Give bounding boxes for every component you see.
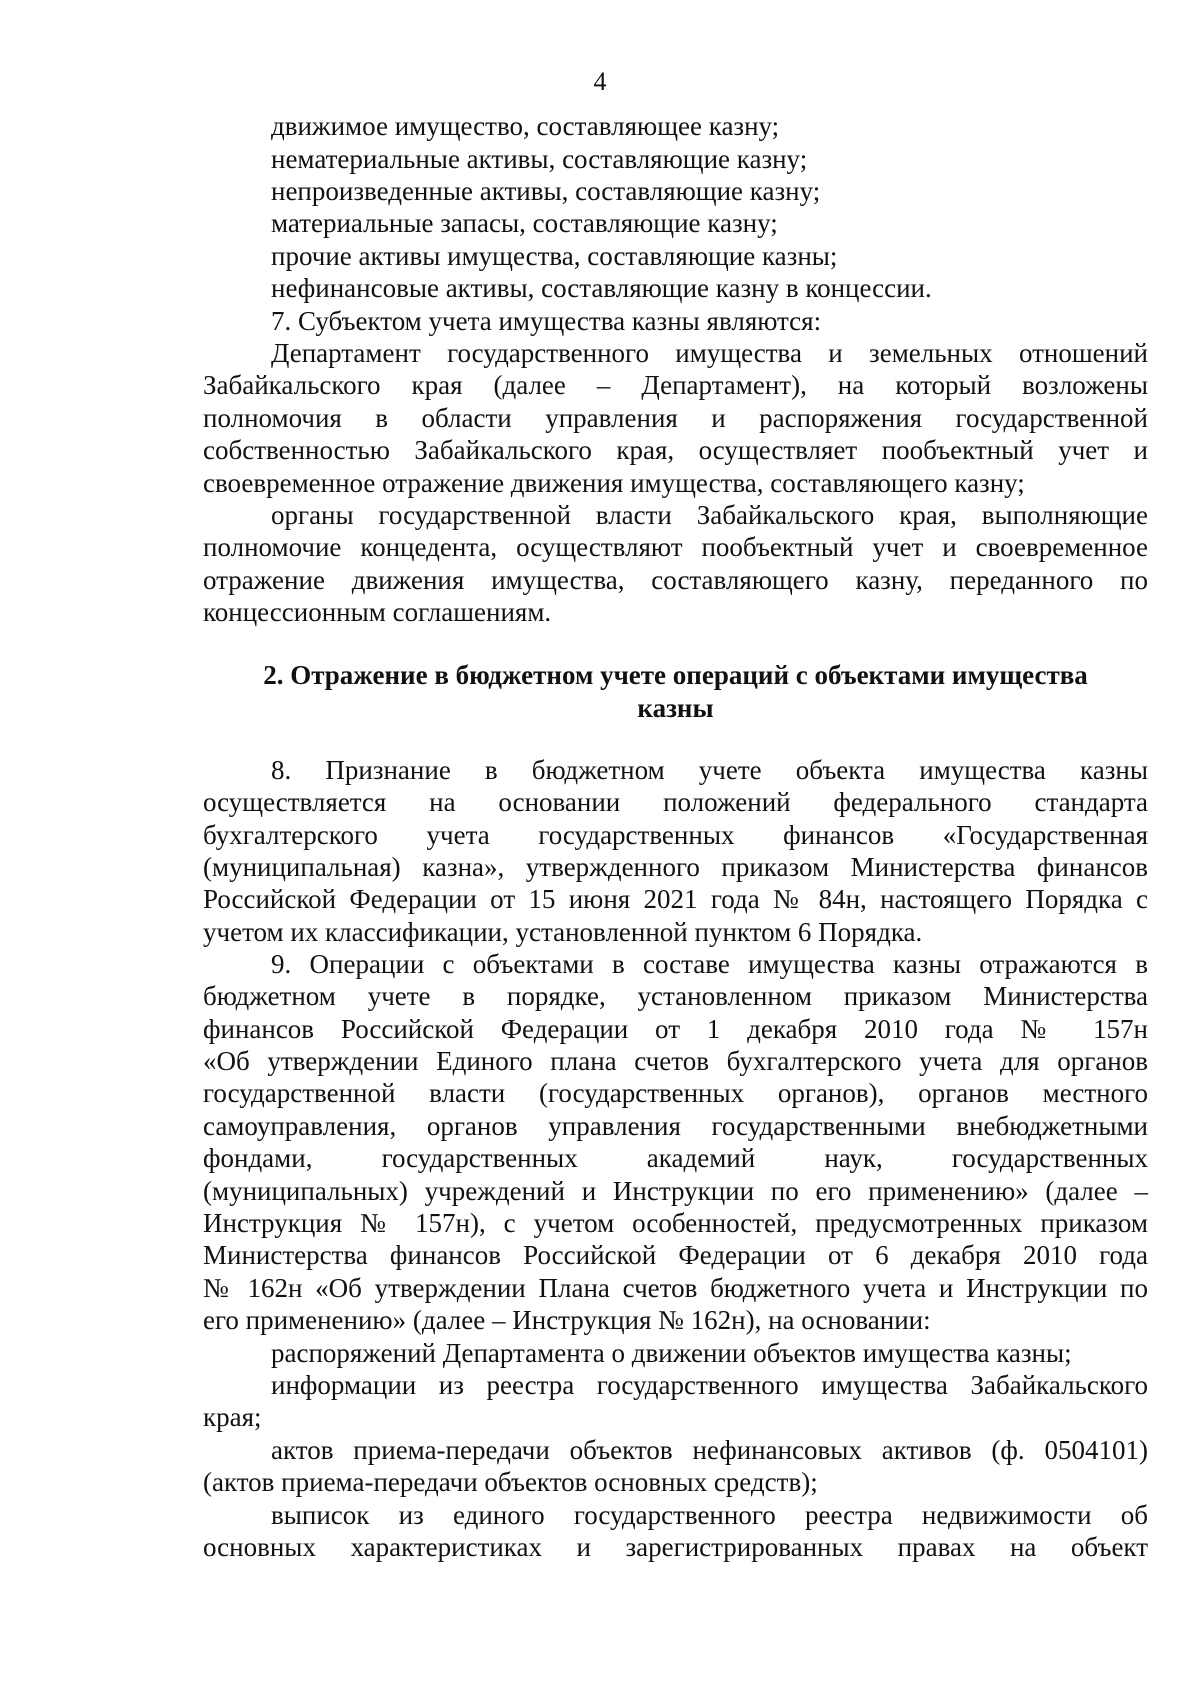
text-line: Департамент государственного имущества и земельных отношений bbox=[271, 338, 1148, 368]
text-line: движимое имущество, составляющее казну; bbox=[271, 111, 780, 141]
text-line: его применению» (далее – Инструкция № 162н), на основании: bbox=[203, 1305, 931, 1335]
text-line: прочие активы имущества, составляющие казны; bbox=[271, 241, 838, 271]
text-line: самоуправления, органов управления государственными внебюджетными bbox=[203, 1111, 1148, 1141]
text-line: (актов приема-передачи объектов основных средств); bbox=[203, 1467, 818, 1497]
text-line: 8. Признание в бюджетном учете объекта имущества казны bbox=[271, 755, 1148, 785]
text-line: Министерства финансов Российской Федерации от 6 декабря 2010 года bbox=[203, 1240, 1148, 1270]
text-line: бюджетном учете в порядке, установленном приказом Министерства bbox=[203, 981, 1148, 1011]
text-line: информации из реестра государственного имущества Забайкальского bbox=[271, 1370, 1148, 1400]
text-line: своевременное отражение движения имущества, составляющего казну; bbox=[203, 468, 1025, 498]
text-line: распоряжений Департамента о движении объектов имущества казны; bbox=[271, 1338, 1072, 1368]
text-line: 7. Субъектом учета имущества казны являются: bbox=[271, 306, 822, 336]
text-line: (муниципальная) казна», утвержденного приказом Министерства финансов bbox=[203, 852, 1148, 882]
text-line: собственностью Забайкальского края, осуществляет пообъектный учет и bbox=[203, 435, 1148, 465]
text-line: Забайкальского края (далее – Департамент), на который возложены bbox=[203, 370, 1148, 400]
text-line: финансов Российской Федерации от 1 декабря 2010 года № 157н bbox=[203, 1014, 1148, 1044]
text-line: непроизведенные активы, составляющие казну; bbox=[271, 176, 821, 206]
section-heading: 2. Отражение в бюджетном учете операций с объектами имущества bbox=[263, 660, 1088, 690]
text-line: «Об утверждении Единого плана счетов бухгалтерского учета для органов bbox=[203, 1046, 1148, 1076]
text-line: полномочия в области управления и распоряжения государственной bbox=[203, 403, 1148, 433]
text-line: № 162н «Об утверждении Плана счетов бюджетного учета и Инструкции по bbox=[203, 1273, 1148, 1303]
text-line: бухгалтерского учета государственных финансов «Государственная bbox=[203, 820, 1148, 850]
text-line: учетом их классификации, установленной пунктом 6 Порядка. bbox=[203, 917, 923, 947]
text-line: (муниципальных) учреждений и Инструкции по его применению» (далее – bbox=[203, 1176, 1148, 1206]
text-line: выписок из единого государственного реестра недвижимости об bbox=[271, 1500, 1148, 1530]
text-line: 9. Операции с объектами в составе имущества казны отражаются в bbox=[271, 949, 1148, 979]
text-line: концессионным соглашениям. bbox=[203, 597, 552, 627]
page-number: 4 bbox=[593, 67, 607, 96]
text-line: нематериальные активы, составляющие казну; bbox=[271, 144, 808, 174]
text-line: Инструкция № 157н), с учетом особенностей, предусмотренных приказом bbox=[203, 1208, 1148, 1238]
text-line: фондами, государственных академий наук, государственных bbox=[203, 1143, 1148, 1173]
text-line: материальные запасы, составляющие казну; bbox=[271, 208, 778, 238]
text-line: отражение движения имущества, составляющего казну, переданного по bbox=[203, 565, 1148, 595]
text-line: актов приема-передачи объектов нефинансовых активов (ф. 0504101) bbox=[271, 1435, 1148, 1465]
text-line: полномочие концедента, осуществляют пообъектный учет и своевременное bbox=[203, 532, 1148, 562]
text-line: основных характеристиках и зарегистрированных правах на объект bbox=[203, 1532, 1148, 1562]
text-line: осуществляется на основании положений федерального стандарта bbox=[203, 787, 1148, 817]
section-heading: казны bbox=[637, 693, 714, 723]
text-line: Российской Федерации от 15 июня 2021 года № 84н, настоящего Порядка с bbox=[203, 884, 1148, 914]
text-line: государственной власти (государственных органов), органов местного bbox=[203, 1078, 1148, 1108]
text-line: органы государственной власти Забайкальского края, выполняющие bbox=[271, 500, 1148, 530]
text-line: нефинансовые активы, составляющие казну в концессии. bbox=[271, 273, 932, 303]
text-line: края; bbox=[203, 1402, 262, 1432]
